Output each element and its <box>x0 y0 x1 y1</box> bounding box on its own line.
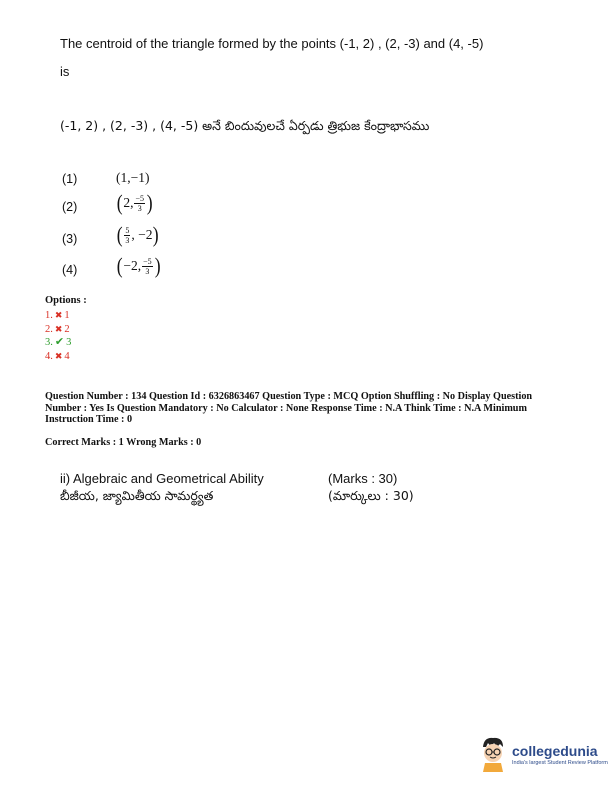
choice-4-open-paren: ( <box>116 253 123 278</box>
question-text-english: The centroid of the triangle formed by the points (-1, 2) , (2, -3) and (4, -5) <box>60 36 484 51</box>
choice-4-x: −2, <box>123 258 142 273</box>
mascot-icon <box>478 735 508 773</box>
choice-4-number: (4) <box>62 263 78 277</box>
fraction-numerator: −5 <box>135 193 144 203</box>
logo-tagline: India's largest Student Review Platform <box>512 759 608 766</box>
options-header: Options : <box>45 295 87 306</box>
choice-3-y: , −2 <box>131 227 153 242</box>
choice-2-number: (2) <box>62 200 78 214</box>
cross-icon: ✖ <box>54 350 63 361</box>
option-index: 1. <box>45 310 53 321</box>
logo-name: collegedunia <box>512 742 598 759</box>
choice-1-comma: , <box>127 170 131 185</box>
choice-1-y: −1 <box>130 170 145 185</box>
section-marks <box>328 470 414 504</box>
fraction-numerator: −5 <box>143 256 152 266</box>
choice-3-open-paren: ( <box>116 222 123 247</box>
option-item-3 <box>45 336 87 350</box>
choice-2-value <box>116 192 153 214</box>
question-text-english-continued: is <box>60 64 70 79</box>
fraction-numerator: 5 <box>125 225 130 235</box>
option-value: 3 <box>66 337 72 348</box>
option-value: 4 <box>64 350 70 362</box>
choice-4-y-fraction <box>142 257 153 276</box>
collegedunia-logo <box>478 735 608 773</box>
section-title-english: ii) Algebraic and Geometrical Ability <box>60 471 264 486</box>
fraction-denominator: 3 <box>137 203 142 213</box>
metadata-line-2: Number : Yes Is Question Mandatory : No Calculator : None Response Time : N.A Think Time : N.A Minimum <box>45 402 527 414</box>
fraction-denominator: 3 <box>145 266 150 276</box>
choice-3-x-fraction <box>124 226 130 245</box>
choice-2-y-fraction <box>134 194 145 213</box>
question-metadata <box>45 391 570 448</box>
check-icon: ✔ <box>54 336 65 348</box>
option-item-1 <box>45 309 87 323</box>
cross-icon: ✖ <box>54 323 63 334</box>
options-list <box>45 295 87 363</box>
option-index: 4. <box>45 350 53 362</box>
choice-3-close-paren: ) <box>153 222 160 247</box>
choice-1-open-paren: ( <box>116 170 121 185</box>
option-value: 1 <box>64 310 70 321</box>
choice-2-x: 2, <box>123 195 134 210</box>
choice-4-value <box>116 255 161 277</box>
choice-3-value <box>116 224 160 246</box>
choice-1-close-paren: ) <box>145 170 150 185</box>
option-item-4 <box>45 350 87 364</box>
metadata-line-3: Instruction Time : 0 <box>45 414 133 425</box>
choice-2-open-paren: ( <box>116 190 123 215</box>
option-item-2 <box>45 323 87 337</box>
choice-3-number: (3) <box>62 232 78 246</box>
choice-2-close-paren: ) <box>146 190 153 215</box>
option-index: 2. <box>45 323 53 335</box>
section-title <box>60 470 264 504</box>
choice-4-close-paren: ) <box>154 253 161 278</box>
choice-1-value <box>116 170 150 186</box>
option-value: 2 <box>64 323 70 335</box>
cross-icon: ✖ <box>54 310 63 320</box>
section-title-telugu: బీజీయ, జ్యామితీయ సామర్థ్యత <box>60 488 214 503</box>
choice-1-number: (1) <box>62 172 78 186</box>
section-marks-telugu: (మార్కులు : 30) <box>328 488 414 503</box>
choice-1-x: 1 <box>120 170 128 185</box>
option-index: 3. <box>45 337 53 348</box>
section-marks-english: (Marks : 30) <box>328 471 398 486</box>
metadata-marks: Correct Marks : 1 Wrong Marks : 0 <box>45 436 202 448</box>
fraction-denominator: 3 <box>125 235 130 245</box>
question-text-telugu: (-1, 2) , (2, -3) , (4, -5) అనే బిందువులచే ఏర్పడు త్రిభుజ కేంద్రాభాసము <box>60 118 430 133</box>
metadata-line-1: Question Number : 134 Question Id : 6326863467 Question Type : MCQ Option Shuffling : No Display Question <box>45 391 533 402</box>
